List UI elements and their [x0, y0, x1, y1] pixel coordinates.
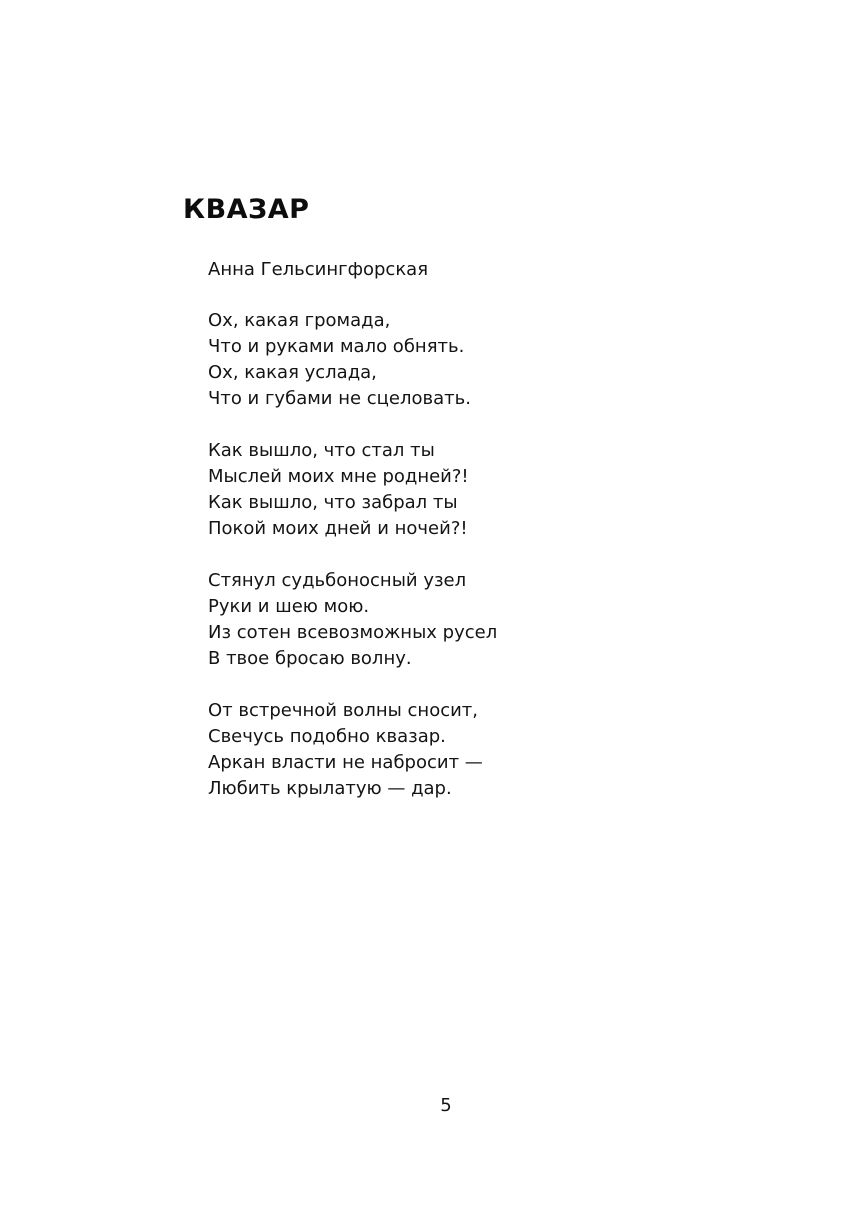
poem-line: Стянул судьбоносный узел — [208, 570, 467, 591]
stanza — [208, 698, 497, 802]
poem-line: Мыслей моих мне родней?! — [208, 466, 469, 487]
poem-title: КВАЗАР — [183, 194, 310, 225]
poem-line: В твое бросаю волну. — [208, 648, 412, 669]
poem-line: Ох, какая громада, — [208, 310, 391, 331]
poem-line: Как вышло, что забрал ты — [208, 492, 458, 513]
poem-body — [208, 308, 497, 828]
poem-line: От встречной волны сносит, — [208, 700, 479, 721]
poem-line: Что и руками мало обнять. — [208, 336, 465, 357]
page-number: 5 — [440, 1095, 452, 1116]
poem-line: Как вышло, что стал ты — [208, 440, 435, 461]
poem-line: Аркан власти не набросит — — [208, 752, 483, 773]
poem-line: Что и губами не сцеловать. — [208, 388, 471, 409]
poem-line: Руки и шею мою. — [208, 596, 370, 617]
poem-line: Покой моих дней и ночей?! — [208, 518, 468, 539]
stanza — [208, 308, 497, 412]
poem-author: Анна Гельсингфорская — [208, 259, 429, 280]
stanza — [208, 438, 497, 542]
poem-line: Ох, какая услада, — [208, 362, 377, 383]
poem-line: Из сотен всевозможных русел — [208, 622, 498, 643]
stanza — [208, 568, 497, 672]
poem-line: Любить крылатую — дар. — [208, 778, 452, 799]
poem-line: Свечусь подобно квазар. — [208, 726, 446, 747]
